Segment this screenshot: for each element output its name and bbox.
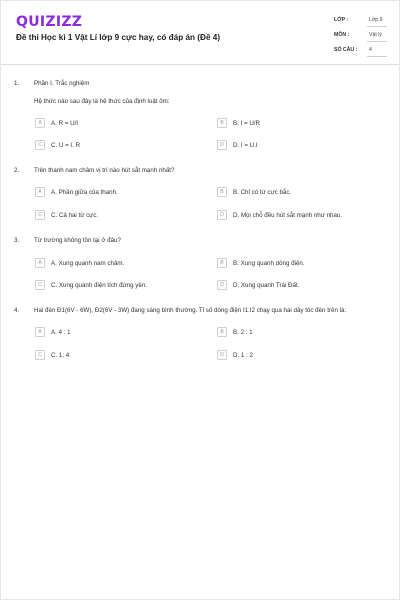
option-letter-box: B bbox=[217, 187, 227, 197]
option-c[interactable] bbox=[35, 280, 147, 290]
option-letter-box: C bbox=[35, 350, 45, 360]
question-text: Từ trường không tồn tại ở đâu? bbox=[34, 237, 121, 244]
option-d[interactable] bbox=[217, 280, 299, 290]
option-text: D. Mọi chỗ đều hút sắt mạnh như nhau. bbox=[233, 211, 343, 219]
option-text: C. U = I. R bbox=[51, 141, 81, 149]
question-text: Hai đèn Đ1(6V - 6W), Đ2(6V - 3W) đang sáng bình thường. Tỉ số dòng điện I1:I2 chạy qua hai dây tóc đèn trên là: bbox=[34, 307, 347, 314]
option-letter-box: B bbox=[217, 258, 227, 268]
meta-value: Lớp 9 bbox=[369, 17, 383, 23]
option-text: A. R = U/I bbox=[51, 119, 78, 127]
option-b[interactable] bbox=[217, 258, 305, 268]
option-a[interactable] bbox=[35, 258, 124, 268]
question-number: 3. bbox=[14, 237, 20, 244]
option-a[interactable] bbox=[35, 187, 118, 197]
option-text: A. Phần giữa của thanh. bbox=[51, 188, 118, 196]
option-d[interactable] bbox=[217, 210, 342, 220]
option-a[interactable] bbox=[35, 327, 71, 337]
option-text: A. 4 : 1 bbox=[51, 328, 71, 336]
option-text: D. Xung quanh Trái Đất. bbox=[233, 281, 300, 289]
question-number: 1. bbox=[14, 80, 20, 87]
meta-label: MÔN : bbox=[334, 32, 350, 38]
option-d[interactable] bbox=[217, 140, 258, 150]
option-letter-box: C bbox=[35, 280, 45, 290]
option-letter-box: A bbox=[35, 118, 45, 128]
option-a[interactable] bbox=[35, 118, 78, 128]
option-letter-box: D bbox=[217, 280, 227, 290]
meta-label: SỐ CÂU : bbox=[334, 47, 358, 53]
option-b[interactable] bbox=[217, 327, 253, 337]
option-text: C. Xung quanh điện tích đứng yên. bbox=[51, 281, 147, 289]
question-text: Trên thanh nam châm vị trí nào hút sắt mạnh nhất? bbox=[34, 167, 175, 174]
option-text: C. Cả hai từ cực. bbox=[51, 211, 99, 219]
option-letter-box: C bbox=[35, 140, 45, 150]
option-letter-box: A bbox=[35, 187, 45, 197]
option-letter-box: D bbox=[217, 210, 227, 220]
option-c[interactable] bbox=[35, 140, 80, 150]
option-letter-box: C bbox=[35, 210, 45, 220]
option-text: B. Chỉ có từ cực bắc. bbox=[233, 188, 292, 196]
quizizz-logo: QUIZIZZ bbox=[16, 14, 83, 30]
worksheet-title: Đề thi Học kì 1 Vật Lí lớp 9 cực hay, có đáp án (Đề 4) bbox=[16, 33, 221, 42]
section-title: Phần I. Trắc nghiệm bbox=[34, 80, 90, 87]
question-number: 4. bbox=[14, 307, 20, 314]
option-text: B. Xung quanh dòng điện. bbox=[233, 259, 305, 267]
meta-underline bbox=[367, 56, 387, 57]
option-letter-box: A bbox=[35, 258, 45, 268]
option-letter-box: B bbox=[217, 118, 227, 128]
option-b[interactable] bbox=[217, 187, 291, 197]
header-divider bbox=[1, 64, 399, 65]
meta-label: LỚP : bbox=[334, 17, 349, 23]
option-text: B. 2 : 1 bbox=[233, 328, 253, 336]
option-letter-box: A bbox=[35, 327, 45, 337]
option-letter-box: D bbox=[217, 350, 227, 360]
question-number: 2. bbox=[14, 167, 20, 174]
option-letter-box: D bbox=[217, 140, 227, 150]
option-c[interactable] bbox=[35, 350, 69, 360]
meta-value: Vật lý bbox=[369, 32, 382, 38]
option-text: D. I = U.I bbox=[233, 141, 258, 149]
option-text: C. 1: 4 bbox=[51, 351, 70, 359]
meta-underline bbox=[367, 26, 387, 27]
option-text: D. 1 : 2 bbox=[233, 351, 253, 359]
meta-underline bbox=[367, 41, 387, 42]
option-c[interactable] bbox=[35, 210, 98, 220]
option-d[interactable] bbox=[217, 350, 253, 360]
meta-value: 4 bbox=[369, 47, 372, 53]
question-text: Hệ thức nào sau đây là hệ thức của định luật ôm: bbox=[34, 98, 170, 105]
option-letter-box: B bbox=[217, 327, 227, 337]
option-text: B. I = U/R bbox=[233, 119, 260, 127]
option-b[interactable] bbox=[217, 118, 260, 128]
option-text: A. Xung quanh nam châm. bbox=[51, 259, 125, 267]
